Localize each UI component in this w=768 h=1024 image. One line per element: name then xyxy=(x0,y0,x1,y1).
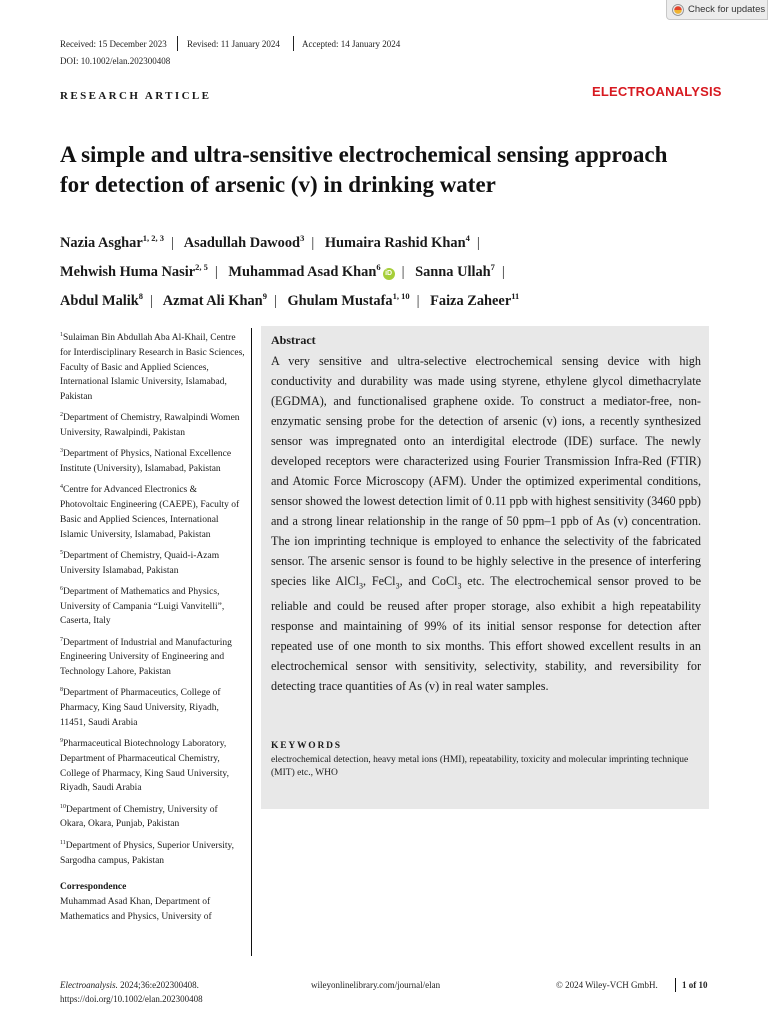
author[interactable]: Sanna Ullah$^7$ xyxy=(415,262,495,280)
affiliations xyxy=(60,328,245,924)
revised-date: Revised: 11 January 2024 xyxy=(187,39,280,49)
doi: DOI: 10.1002/elan.202300408 xyxy=(60,56,171,66)
affiliation: $^{11}$Department of Physics, Superior University, Sargodha campus, Pakistan xyxy=(60,839,235,866)
author[interactable]: Faiza Zaheer$^{11}$ xyxy=(430,291,520,309)
author[interactable]: Nazia Asghar$^{1, 2, 3}$ xyxy=(60,233,164,251)
abstract-text: A very sensitive and ultra-selective electrochemical sensing device with high conductivity and durability was made using styrene, ethylene glycol dimethacrylate (EGDMA), and functionalised graphene oxide. To construct a mediator-free, non-enzymatic sensing probe for the detection of arsenic (v) ions, a recently synthesized sensor was impregnated onto an interdigital electrode (IDE) surface. The newly developed receptors were characterized using Fourier Transmission Infra-Red (FTIR) and Atomic Force Microscopy (AFM). Under the optimized experimental conditions, sensor showed the lowest detection limit of 0.11 ppb with highest sensitivity (3460 ppb) and a strong linear relationship in the range of 50 ppm–1 ppb of As (v) concentration. The ion imprinting technique is employed to enhance the selectivity of the fabricated sensor. The arsenic sensor is found to be highly selective in the presence of interfering species like AlCl$_3$, FeCl$_3$, and CoCl$_3$ etc. The electrochemical sensor proved to be reliable and could be reused after proper storage, also exhibit a high repeatability response and maintaining of 99% of its initial sensor response for detection after repeated use of one month to six months. This effort showed excellent results in an electrochemical sensor with sensitivity, selectivity, stability, and reversibility for detecting trace quantities of As (v) in real water samples. xyxy=(271,354,702,694)
author[interactable]: Humaira Rashid Khan$^4$ xyxy=(324,233,470,251)
keywords-heading: KEYWORDS xyxy=(271,741,342,751)
journal-logo: ELECTROANALYSIS xyxy=(592,84,722,99)
meta-divider xyxy=(293,36,294,51)
accepted-date: Accepted: 14 January 2024 xyxy=(302,39,401,49)
copyright: © 2024 Wiley-VCH GmbH. xyxy=(556,980,658,990)
author[interactable]: Muhammad Asad Khan$^6$iD xyxy=(228,264,394,280)
article-type: RESEARCH ARTICLE xyxy=(60,90,212,102)
affiliation: $^4$Centre for Advanced Electronics & Photovoltaic Engineering (CAEPE), Faculty of Basic and Applied Sciences, International Islamic University, Islamabad, Pakistan xyxy=(60,484,240,540)
check-for-updates-label: Check for updates xyxy=(688,4,766,15)
keywords-text: electrochemical detection, heavy metal ions (HMI), repeatability, toxicity and molecular imprinting technique (MIT) etc., WHO xyxy=(271,755,689,778)
author-list: Nazia Asghar$^{1, 2, 3}$ | Asadullah Dawood$^3$ | Humaira Rashid Khan$^4$ | Mehwish Huma Nasir$^{2, 5}$ | Muhammad Asad Khan$^6$iD | Sanna Ullah$^7$ | Abdul Malik$^8$ | Azmat Ali Khan$^9$ | Ghulam Mustafa$^{1, 10}$ | Faiza Zaheer$^{11}$ xyxy=(60,233,520,309)
affiliation: $^{10}$Department of Chemistry, University of Okara, Okara, Punjab, Pakistan xyxy=(60,803,218,830)
affiliation: $^6$Department of Mathematics and Physics, University of Campania “Luigi Vanvitelli”, Caserta, Italy xyxy=(60,585,225,627)
author[interactable]: Ghulam Mustafa$^{1, 10}$ xyxy=(287,291,410,309)
journal-site-link[interactable]: wileyonlinelibrary.com/journal/elan xyxy=(311,980,441,990)
abstract-heading: Abstract xyxy=(271,333,316,347)
correspondence-heading: Correspondence xyxy=(60,882,127,893)
crossmark-icon xyxy=(672,4,684,16)
citation: Electroanalysis. 2024;36:e202300408. xyxy=(60,980,199,990)
affiliation: $^3$Department of Physics, National Excellence Institute (University), Islamabad, Pakistan xyxy=(60,448,232,475)
orcid-icon[interactable]: iD xyxy=(383,268,395,280)
received-date: Received: 15 December 2023 xyxy=(60,39,167,49)
affiliation: $^8$Department of Pharmaceutics, College of Pharmacy, King Saud University, Riyadh, 11451, Saudi Arabia xyxy=(60,687,221,728)
author[interactable]: Mehwish Huma Nasir$^{2, 5}$ xyxy=(60,262,208,280)
affiliation: $^2$Department of Chemistry, Rawalpindi Women University, Rawalpindi, Pakistan xyxy=(60,412,240,439)
footer-divider xyxy=(675,978,676,992)
correspondence-text: Muhammad Asad Khan, Department of Mathematics and Physics, University of xyxy=(60,896,212,922)
affiliation: $^7$Department of Industrial and Manufacturing Engineering University of Engineering and Technology Lahore, Pakistan xyxy=(60,636,232,678)
affiliation: $^5$Department of Chemistry, Quaid-i-Azam University Islamabad, Pakistan xyxy=(60,549,220,576)
doi-link[interactable]: https://doi.org/10.1002/elan.202300408 xyxy=(60,994,203,1004)
article-title: A simple and ultra-sensitive electrochemical sensing approach for detection of arsenic (v) in drinking water xyxy=(60,142,668,197)
page-number: 1 of 10 xyxy=(682,980,708,990)
column-divider xyxy=(251,328,252,956)
meta-divider xyxy=(177,36,178,51)
check-for-updates-button[interactable] xyxy=(666,0,768,20)
affiliation: $^1$Sulaiman Bin Abdullah Aba Al-Khail, Centre for Interdisciplinary Research in Basic Sciences, Faculty of Basic and Applied Sciences, International Islamic University, Islamabad, Pakistan xyxy=(60,332,245,402)
affiliation: $^9$Pharmaceutical Biotechnology Laboratory, Department of Pharmaceutical Chemistry, College of Pharmacy, King Saud University, Riyadh, Saudi Arabia xyxy=(60,738,229,794)
author[interactable]: Asadullah Dawood$^3$ xyxy=(183,233,305,251)
author[interactable]: Abdul Malik$^8$ xyxy=(60,291,144,309)
author[interactable]: Azmat Ali Khan$^9$ xyxy=(162,291,267,309)
